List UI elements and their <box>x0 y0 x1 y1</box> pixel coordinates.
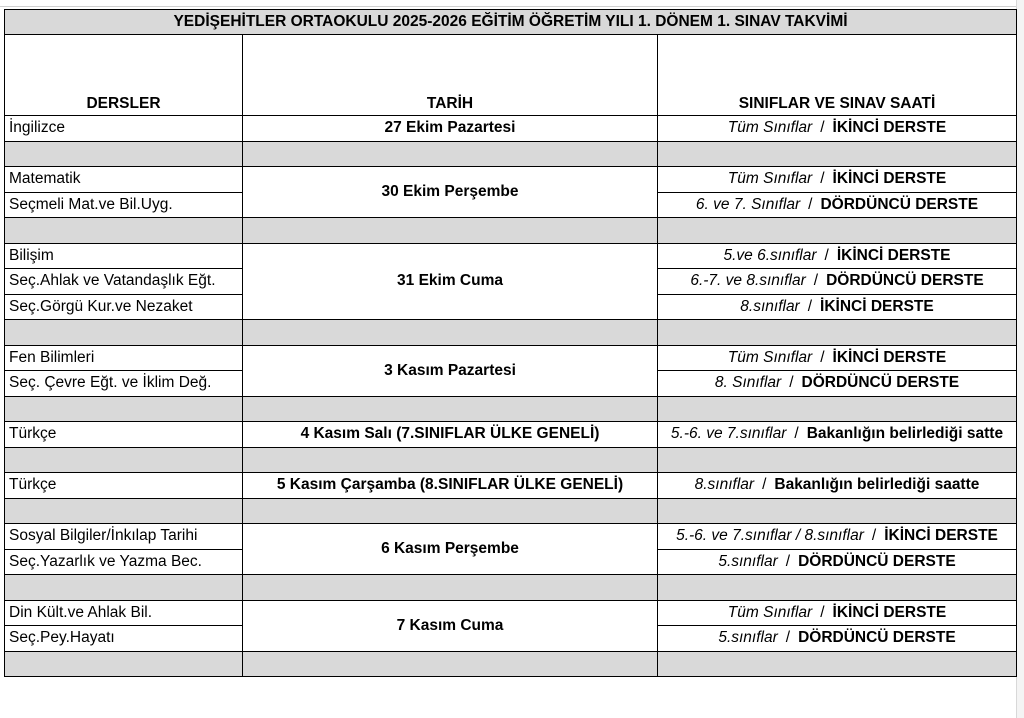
lesson-cell[interactable]: Sosyal Bilgiler/İnkılap Tarihi <box>5 524 243 550</box>
exam-time-text: İKİNCİ DERSTE <box>832 170 947 188</box>
separator-slash: / <box>785 629 791 647</box>
lesson-cell[interactable]: Seç.Görgü Kur.ve Nezaket <box>5 294 243 320</box>
spacer-cell[interactable] <box>658 651 1017 677</box>
separator-slash: / <box>824 246 829 264</box>
table-row <box>5 473 1017 499</box>
lesson-cell[interactable]: Seç.Pey.Hayatı <box>5 626 243 652</box>
spacer-cell[interactable] <box>658 498 1017 524</box>
spacer-cell[interactable] <box>243 396 658 422</box>
spacer-row <box>5 396 1017 422</box>
spacer-row <box>5 141 1017 167</box>
spacer-row <box>5 320 1017 346</box>
spacer-cell[interactable] <box>658 447 1017 473</box>
classes-text: 5.-6. ve 7.sınıflar <box>670 425 787 443</box>
spacer-cell[interactable] <box>243 498 658 524</box>
exam-schedule-table <box>4 9 1017 677</box>
separator-slash: / <box>871 527 877 545</box>
classes-text: 8.sınıflar <box>694 476 755 494</box>
classes-time-cell[interactable] <box>658 167 1017 193</box>
classes-text: 5.-6. ve 7.sınıflar / 8.sınıflar <box>676 527 864 545</box>
date-cell[interactable]: 3 Kasım Pazartesi <box>243 345 658 396</box>
spacer-row <box>5 575 1017 601</box>
date-cell[interactable]: 31 Ekim Cuma <box>243 243 658 320</box>
spacer-cell[interactable] <box>658 575 1017 601</box>
lesson-cell[interactable]: Matematik <box>5 167 243 193</box>
separator-slash: / <box>794 425 799 443</box>
spacer-cell[interactable] <box>5 320 243 346</box>
classes-text: 5.sınıflar <box>718 629 778 647</box>
header-date[interactable]: TARİH <box>243 35 658 116</box>
exam-time-text: DÖRDÜNCÜ DERSTE <box>798 552 956 570</box>
separator-slash: / <box>820 170 825 188</box>
classes-time-cell[interactable] <box>658 345 1017 371</box>
separator-slash: / <box>807 297 813 315</box>
lesson-cell[interactable]: Türkçe <box>5 422 243 448</box>
spacer-cell[interactable] <box>243 320 658 346</box>
lesson-cell[interactable]: Türkçe <box>5 473 243 499</box>
exam-time-text: İKİNCİ DERSTE <box>832 603 947 621</box>
exam-time-text: DÖRDÜNCÜ DERSTE <box>798 629 956 647</box>
exam-time-text: Bakanlığın belirlediği satte <box>806 425 1004 443</box>
classes-text: Tüm Sınıflar <box>727 170 813 188</box>
exam-time-text: DÖRDÜNCÜ DERSTE <box>826 272 984 290</box>
header-lessons[interactable]: DERSLER <box>5 35 243 116</box>
spacer-row <box>5 498 1017 524</box>
table-row <box>5 167 1017 193</box>
date-cell[interactable]: 4 Kasım Salı (7.SINIFLAR ÜLKE GENELİ) <box>243 422 658 448</box>
classes-text: 8.sınıflar <box>740 297 800 315</box>
classes-text: Tüm Sınıflar <box>727 119 813 137</box>
classes-text: 5.ve 6.sınıflar <box>723 246 817 264</box>
classes-time-cell[interactable] <box>658 600 1017 626</box>
classes-time-cell[interactable] <box>658 294 1017 320</box>
lesson-cell[interactable]: Fen Bilimleri <box>5 345 243 371</box>
schedule-title[interactable]: YEDİŞEHİTLER ORTAOKULU 2025-2026 EĞİTİM ÖĞRETİM YILI 1. DÖNEM 1. SINAV TAKVİMİ <box>5 10 1017 35</box>
spacer-cell[interactable] <box>5 651 243 677</box>
classes-text: 8. Sınıflar <box>714 374 782 392</box>
classes-time-cell[interactable] <box>658 626 1017 652</box>
table-row <box>5 116 1017 142</box>
spacer-cell[interactable] <box>243 447 658 473</box>
classes-time-cell[interactable] <box>658 473 1017 499</box>
spacer-cell[interactable] <box>5 141 243 167</box>
spacer-cell[interactable] <box>658 396 1017 422</box>
lesson-cell[interactable]: Seç. Çevre Eğt. ve İklim Değ. <box>5 371 243 397</box>
header-classes[interactable]: SINIFLAR VE SINAV SAATİ <box>658 35 1017 116</box>
separator-slash: / <box>789 374 794 392</box>
separator-slash: / <box>820 603 825 621</box>
classes-text: 6. ve 7. Sınıflar <box>695 195 801 213</box>
table-row <box>5 345 1017 371</box>
lesson-cell[interactable]: İngilizce <box>5 116 243 142</box>
exam-time-text: İKİNCİ DERSTE <box>832 348 947 366</box>
table-row <box>5 600 1017 626</box>
classes-time-cell[interactable] <box>658 269 1017 295</box>
spacer-cell[interactable] <box>243 218 658 244</box>
lesson-cell[interactable]: Din Kült.ve Ahlak Bil. <box>5 600 243 626</box>
spacer-cell[interactable] <box>5 575 243 601</box>
spacer-cell[interactable] <box>5 447 243 473</box>
title-row <box>5 10 1017 35</box>
exam-time-text: DÖRDÜNCÜ DERSTE <box>820 195 979 213</box>
spacer-cell[interactable] <box>5 498 243 524</box>
exam-time-text: Bakanlığın belirlediği saatte <box>774 476 980 494</box>
classes-time-cell[interactable] <box>658 192 1017 218</box>
classes-time-cell[interactable] <box>658 371 1017 397</box>
classes-time-cell[interactable] <box>658 243 1017 269</box>
exam-time-text: İKİNCİ DERSTE <box>820 297 934 315</box>
date-cell[interactable]: 6 Kasım Perşembe <box>243 524 658 575</box>
lesson-cell[interactable]: Seçmeli Mat.ve Bil.Uyg. <box>5 192 243 218</box>
lesson-cell[interactable]: Seç.Ahlak ve Vatandaşlık Eğt. <box>5 269 243 295</box>
classes-text: 5.sınıflar <box>718 552 778 570</box>
date-cell[interactable]: 30 Ekim Perşembe <box>243 167 658 218</box>
spacer-cell[interactable] <box>5 396 243 422</box>
exam-time-text: İKİNCİ DERSTE <box>836 246 951 264</box>
lesson-cell[interactable]: Seç.Yazarlık ve Yazma Bec. <box>5 549 243 575</box>
sheet-top-strip <box>0 0 1024 7</box>
exam-time-text: İKİNCİ DERSTE <box>832 119 947 137</box>
sheet-right-strip <box>1016 0 1024 718</box>
classes-text: Tüm Sınıflar <box>727 348 813 366</box>
spacer-cell[interactable] <box>243 575 658 601</box>
spacer-row <box>5 651 1017 677</box>
header-row <box>5 35 1017 116</box>
classes-time-cell[interactable] <box>658 549 1017 575</box>
separator-slash: / <box>820 348 825 366</box>
classes-time-cell[interactable] <box>658 422 1017 448</box>
spacer-cell[interactable] <box>5 218 243 244</box>
separator-slash: / <box>808 195 813 213</box>
spacer-cell[interactable] <box>243 141 658 167</box>
separator-slash: / <box>762 476 767 494</box>
classes-text: 6.-7. ve 8.sınıflar <box>690 272 806 290</box>
exam-time-text: DÖRDÜNCÜ DERSTE <box>801 374 960 392</box>
table-row <box>5 524 1017 550</box>
lesson-cell[interactable]: Bilişim <box>5 243 243 269</box>
table-row <box>5 243 1017 269</box>
date-cell[interactable]: 27 Ekim Pazartesi <box>243 116 658 142</box>
separator-slash: / <box>785 552 791 570</box>
spacer-cell[interactable] <box>658 218 1017 244</box>
spacer-row <box>5 218 1017 244</box>
date-cell[interactable]: 5 Kasım Çarşamba (8.SINIFLAR ÜLKE GENELİ) <box>243 473 658 499</box>
table-row <box>5 422 1017 448</box>
spacer-row <box>5 447 1017 473</box>
date-cell[interactable]: 7 Kasım Cuma <box>243 600 658 651</box>
classes-time-cell[interactable] <box>658 116 1017 142</box>
classes-text: Tüm Sınıflar <box>727 603 813 621</box>
spacer-cell[interactable] <box>658 320 1017 346</box>
exam-time-text: İKİNCİ DERSTE <box>884 527 998 545</box>
classes-time-cell[interactable] <box>658 524 1017 550</box>
separator-slash: / <box>813 272 819 290</box>
spacer-cell[interactable] <box>658 141 1017 167</box>
spacer-cell[interactable] <box>243 651 658 677</box>
separator-slash: / <box>820 119 825 137</box>
